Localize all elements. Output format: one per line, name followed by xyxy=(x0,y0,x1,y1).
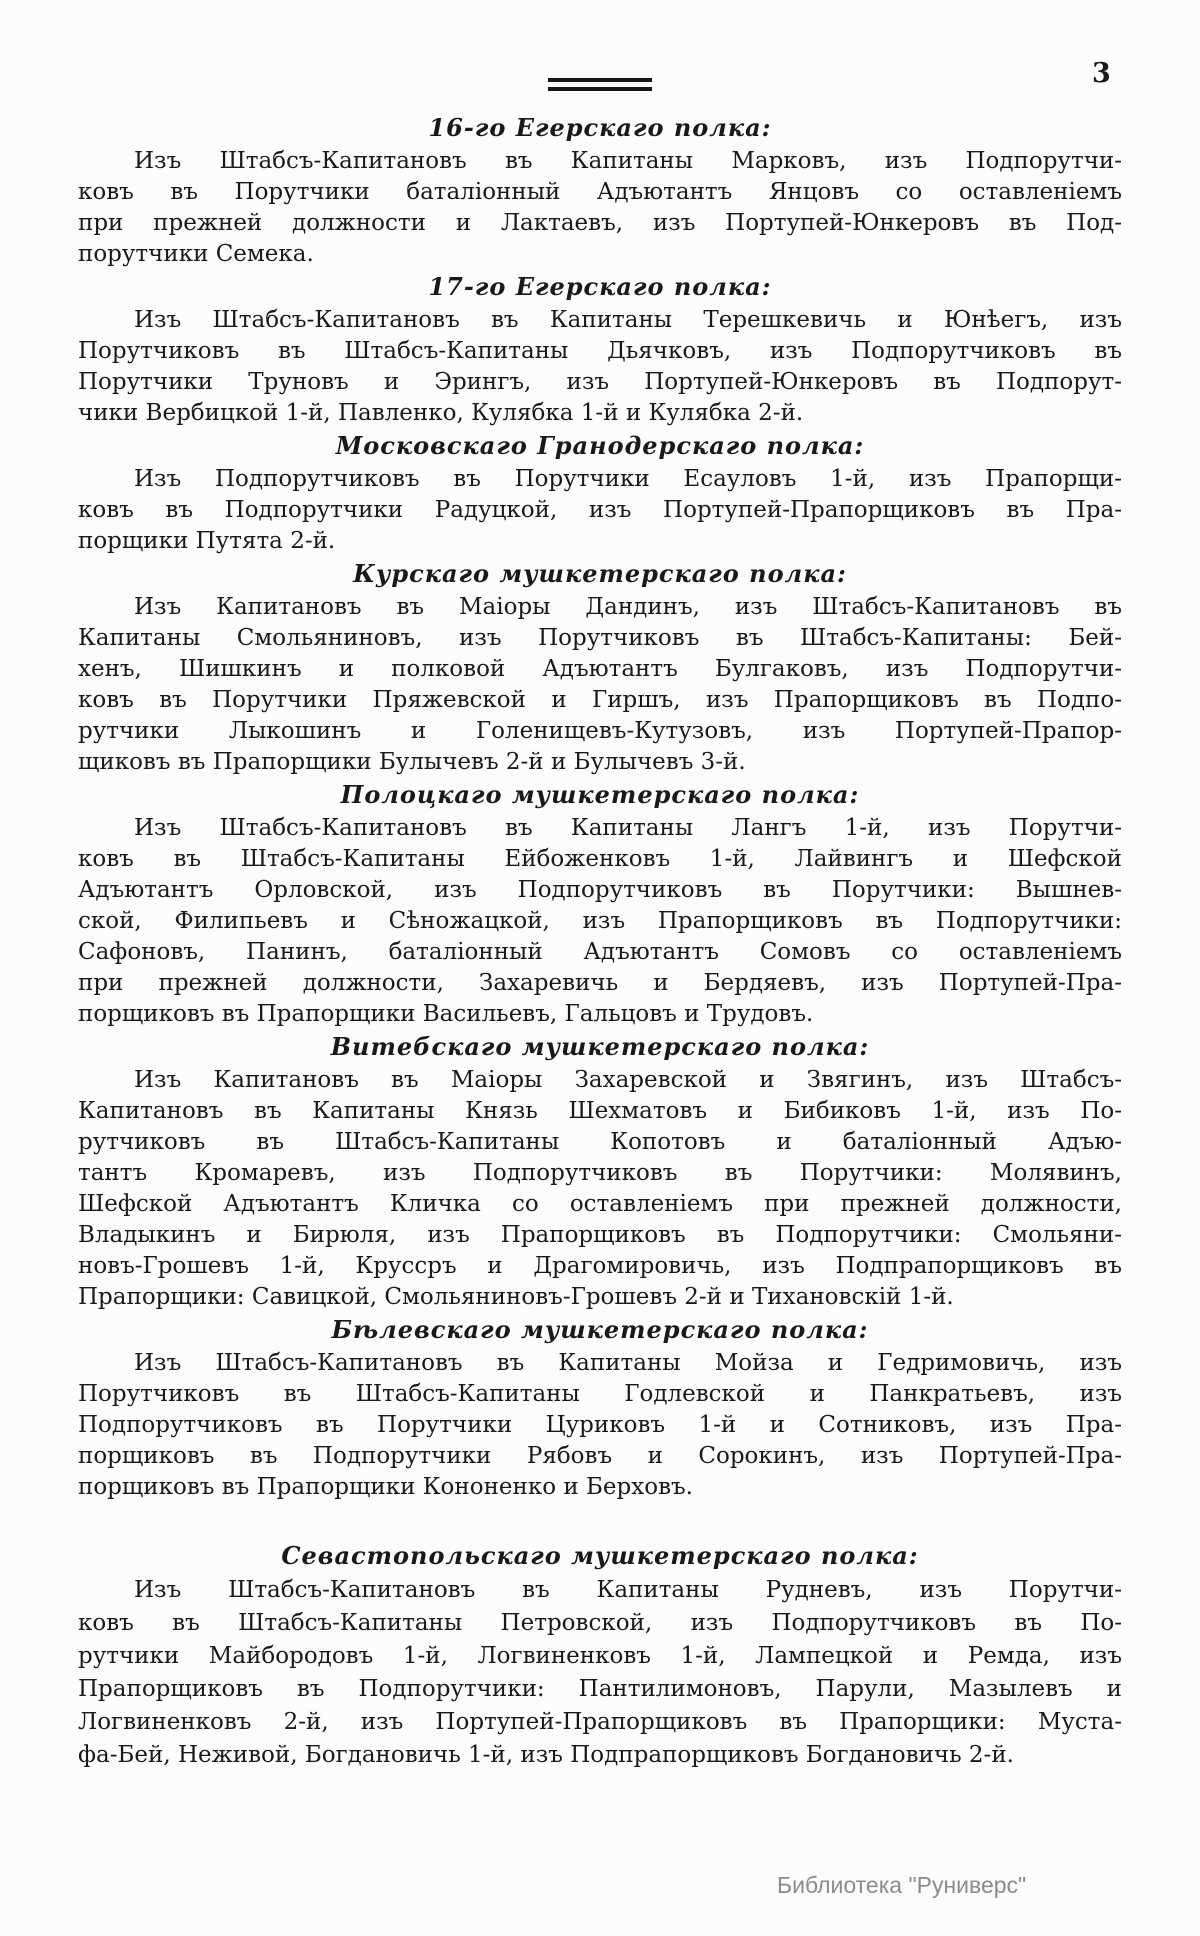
text-line: Шефской Адъютантъ Кличка со оставленіемъ при прежней должности, xyxy=(78,1191,1122,1217)
text-line: Логвиненковъ 2-й, изъ Портупей-Прапорщиковъ въ Прапорщики: Муста- xyxy=(78,1709,1122,1735)
regiment-heading: Курскаго мушкетерскаго полка: xyxy=(353,559,847,588)
text-line: Изъ Штабсъ-Капитановъ въ Капитаны Терешкевичь и Юнѣегъ, изъ xyxy=(134,307,1122,333)
text-line: рутчики Майбородовъ 1-й, Логвиненковъ 1-й, Лампецкой и Ремда, изъ xyxy=(78,1643,1122,1669)
text-line: Порутчики Труновъ и Эрингъ, изъ Портупей-Юнкеровъ въ Подпорут- xyxy=(78,369,1122,395)
regiment-heading: Севастопольскаго мушкетерскаго полка: xyxy=(281,1541,919,1570)
text-line: ковъ въ Порутчики баталіонный Адъютантъ Янцовъ со оставленіемъ xyxy=(78,179,1122,205)
text-line: Изъ Штабсъ-Капитановъ въ Капитаны Лангъ 1-й, изъ Порутчи- xyxy=(134,815,1122,841)
text-line: Порутчиковъ въ Штабсъ-Капитаны Дьячковъ, изъ Подпорутчиковъ въ xyxy=(78,338,1122,364)
text-line: порщиковъ въ Прапорщики Васильевъ, Гальцовъ и Трудовъ. xyxy=(78,1001,814,1027)
regiment-paragraph xyxy=(78,1574,1122,1772)
text-line: рутчиковъ въ Штабсъ-Капитаны Копотовъ и баталіонный Адъю- xyxy=(78,1129,1122,1155)
text-line: ковъ въ Штабсъ-Капитаны Ейбоженковъ 1-й, Лайвингъ и Шефской xyxy=(78,846,1122,872)
regiment-paragraph xyxy=(78,305,1122,429)
regiment-paragraph xyxy=(78,146,1122,270)
section-divider xyxy=(548,78,652,91)
text-line: ковъ въ Порутчики Пряжевской и Гиршъ, изъ Прапорщиковъ въ Подпо- xyxy=(78,687,1122,713)
text-line: Прапорщики: Савицкой, Смольяниновъ-Грошевъ 2-й и Тихановскій 1-й. xyxy=(78,1284,954,1310)
text-line: фа-Бей, Неживой, Богдановичь 1-й, изъ Подпрапорщиковъ Богдановичь 2-й. xyxy=(78,1742,1014,1768)
regiment-section-17-jaeger xyxy=(78,272,1122,429)
text-line: ской, Филипьевъ и Сѣножацкой, изъ Прапорщиковъ въ Подпорутчики: xyxy=(78,908,1122,934)
regiment-heading: Бѣлевскаго мушкетерскаго полка: xyxy=(331,1315,869,1344)
regiment-heading: Витебскаго мушкетерскаго полка: xyxy=(330,1032,870,1061)
text-line: Прапорщиковъ въ Подпорутчики: Пантилимоновъ, Парули, Мазылевъ и xyxy=(78,1676,1122,1702)
text-line: Капитаны Смольяниновъ, изъ Порутчиковъ въ Штабсъ-Капитаны: Бей- xyxy=(78,625,1122,651)
text-line: ковъ въ Штабсъ-Капитаны Петровской, изъ Подпорутчиковъ въ По- xyxy=(78,1610,1122,1636)
regiment-section-belev-musketeer xyxy=(78,1315,1122,1503)
text-line: Подпорутчиковъ въ Порутчики Цуриковъ 1-й и Сотниковъ, изъ Пра- xyxy=(78,1412,1122,1438)
divider-rule-bottom xyxy=(548,87,652,91)
regiment-heading: 16-го Егерскаго полка: xyxy=(428,113,772,142)
text-line: хенъ, Шишкинъ и полковой Адъютантъ Булгаковъ, изъ Подпорутчи- xyxy=(78,656,1122,682)
text-line: при прежней должности, Захаревичь и Бердяевъ, изъ Портупей-Пра- xyxy=(78,970,1122,996)
text-line: Изъ Штабсъ-Капитановъ въ Капитаны Марковъ, изъ Подпорутчи- xyxy=(134,148,1122,174)
text-line: новъ-Грошевъ 1-й, Круссръ и Драгомировичь, изъ Подпрапорщиковъ въ xyxy=(78,1253,1122,1279)
text-line: Изъ Капитановъ въ Маіоры Захаревской и Звягинъ, изъ Штабсъ- xyxy=(134,1067,1122,1093)
regiment-paragraph xyxy=(78,813,1122,1030)
regiment-section-sevastopol-musketeer xyxy=(78,1541,1122,1772)
text-line: порщиковъ въ Прапорщики Кононенко и Берховъ. xyxy=(78,1474,693,1500)
divider-rule-top xyxy=(548,78,652,82)
regiment-section-polotsk-musketeer xyxy=(78,780,1122,1030)
text-line: чики Вербицкой 1-й, Павленко, Кулябка 1-й и Кулябка 2-й. xyxy=(78,400,804,426)
text-line: Изъ Подпорутчиковъ въ Порутчики Есауловъ 1-й, изъ Прапорщи- xyxy=(134,466,1122,492)
text-line: при прежней должности и Лактаевъ, изъ Портупей-Юнкеровъ въ Под- xyxy=(78,210,1122,236)
page-content xyxy=(78,64,1122,1772)
text-line: Владыкинъ и Бирюля, изъ Прапорщиковъ въ Подпорутчики: Смольяни- xyxy=(78,1222,1122,1248)
regiment-section-vitebsk-musketeer xyxy=(78,1032,1122,1313)
text-line: порутчики Семека. xyxy=(78,241,314,267)
regiment-heading: 17-го Егерскаго полка: xyxy=(428,272,772,301)
regiment-section-kursk-musketeer xyxy=(78,559,1122,778)
text-line: Изъ Штабсъ-Капитановъ въ Капитаны Рудневъ, изъ Порутчи- xyxy=(134,1577,1122,1603)
text-line: порщики Путята 2-й. xyxy=(78,528,336,554)
text-line: тантъ Кромаревъ, изъ Подпорутчиковъ въ Порутчики: Молявинъ, xyxy=(78,1160,1122,1186)
regiment-section-moscow-grenadier xyxy=(78,431,1122,557)
regiment-paragraph xyxy=(78,1065,1122,1313)
text-line: порщиковъ въ Подпорутчики Рябовъ и Сорокинъ, изъ Портупей-Пра- xyxy=(78,1443,1122,1469)
regiment-heading: Полоцкаго мушкетерскаго полка: xyxy=(340,780,860,809)
text-line: Капитановъ въ Капитаны Князь Шехматовъ и Бибиковъ 1-й, изъ По- xyxy=(78,1098,1122,1124)
library-watermark: Библиотека "Руниверс" xyxy=(777,1872,1027,1898)
text-line: Изъ Штабсъ-Капитановъ въ Капитаны Мойза и Гедримовичь, изъ xyxy=(134,1350,1122,1376)
text-line: Адъютантъ Орловской, изъ Подпорутчиковъ въ Порутчики: Вышнев- xyxy=(78,877,1122,903)
text-line: ковъ въ Подпорутчики Радуцкой, изъ Портупей-Прапорщиковъ въ Пра- xyxy=(78,497,1122,523)
regiment-heading: Московскаго Гранодерскаго полка: xyxy=(335,431,865,460)
text-line: Порутчиковъ въ Штабсъ-Капитаны Годлевской и Панкратьевъ, изъ xyxy=(78,1381,1122,1407)
text-line: Сафоновъ, Панинъ, баталіонный Адъютантъ Сомовъ со оставленіемъ xyxy=(78,939,1122,965)
text-line: щиковъ въ Прапорщики Булычевъ 2-й и Булычевъ 3-й. xyxy=(78,749,746,775)
regiment-paragraph xyxy=(78,1348,1122,1503)
text-line: Изъ Капитановъ въ Маіоры Дандинъ, изъ Штабсъ-Капитановъ въ xyxy=(134,594,1122,620)
page-number: 3 xyxy=(1092,58,1111,89)
text-line: рутчики Лыкошинъ и Голенищевъ-Кутузовъ, изъ Портупей-Прапор- xyxy=(78,718,1122,744)
regiment-section-16-jaeger xyxy=(78,113,1122,270)
regiment-paragraph xyxy=(78,464,1122,557)
regiment-paragraph xyxy=(78,592,1122,778)
